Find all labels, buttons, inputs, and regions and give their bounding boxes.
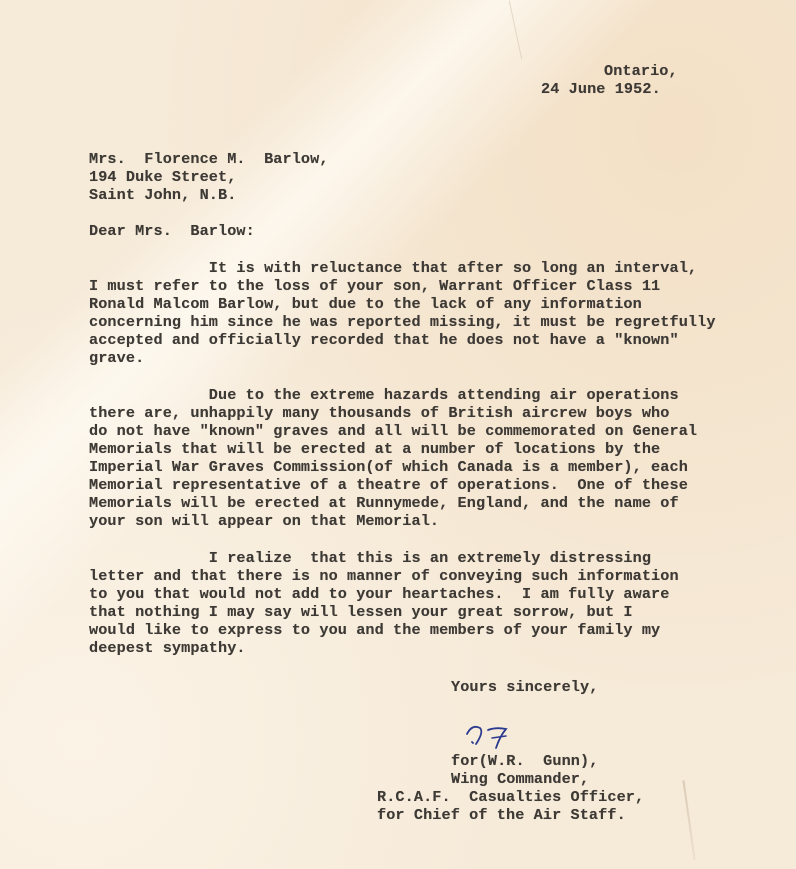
paragraph-line: Memorials that will be erected at a number of locations by the (89, 440, 661, 458)
paragraph-line: your son will appear on that Memorial. (89, 512, 440, 530)
recipient-street: 194 Duke Street, (89, 168, 237, 186)
paragraph-line: accepted and officially recorded that he does not have a "known" (89, 331, 679, 349)
paragraph-line: grave. (89, 349, 145, 367)
paragraph-line: would like to express to you and the members of your family my (89, 621, 661, 639)
paragraph-line: do not have "known" graves and all will be commemorated on General (89, 422, 698, 440)
handwritten-signature (462, 722, 522, 752)
recipient-name: Mrs. Florence M. Barlow, (89, 150, 329, 168)
paper-crease (509, 1, 522, 60)
letter-place: Ontario, (604, 62, 678, 80)
paragraph-line: Imperial War Graves Commission(of which Canada is a member), each (89, 458, 688, 476)
paragraph-line: Ronald Malcom Barlow, but due to the lack of any information (89, 295, 642, 313)
signatory-rank: Wing Commander, (451, 770, 590, 788)
paragraph-line: concerning him since he was reported missing, it must be regretfully (89, 313, 716, 331)
paragraph-line: letter and that there is no manner of conveying such information (89, 567, 679, 585)
paragraph-line: deepest sympathy. (89, 639, 246, 657)
paragraph-line: Due to the extreme hazards attending air operations (89, 386, 679, 404)
paragraph-line: there are, unhappily many thousands of British aircrew boys who (89, 404, 670, 422)
signatory-on-behalf: for Chief of the Air Staff. (377, 806, 626, 824)
paragraph-line: Memorial representative of a theatre of operations. One of these (89, 476, 688, 494)
recipient-city: Saint John, N.B. (89, 186, 237, 204)
paragraph-line: I must refer to the loss of your son, Warrant Officer Class 11 (89, 277, 661, 295)
signatory-name: for(W.R. Gunn), (451, 752, 599, 770)
closing: Yours sincerely, (451, 678, 599, 696)
letter-date: 24 June 1952. (541, 80, 661, 98)
paper-crease (682, 780, 695, 859)
paragraph-line: It is with reluctance that after so long an interval, (89, 259, 698, 277)
paragraph-line: I realize that this is an extremely distressing (89, 549, 652, 567)
paragraph-line: to you that would not add to your heartaches. I am fully aware (89, 585, 670, 603)
paragraph-line: Memorials will be erected at Runnymede, England, and the name of (89, 494, 679, 512)
signatory-title: R.C.A.F. Casualties Officer, (377, 788, 645, 806)
salutation: Dear Mrs. Barlow: (89, 222, 255, 240)
paragraph-line: that nothing I may say will lessen your great sorrow, but I (89, 603, 633, 621)
